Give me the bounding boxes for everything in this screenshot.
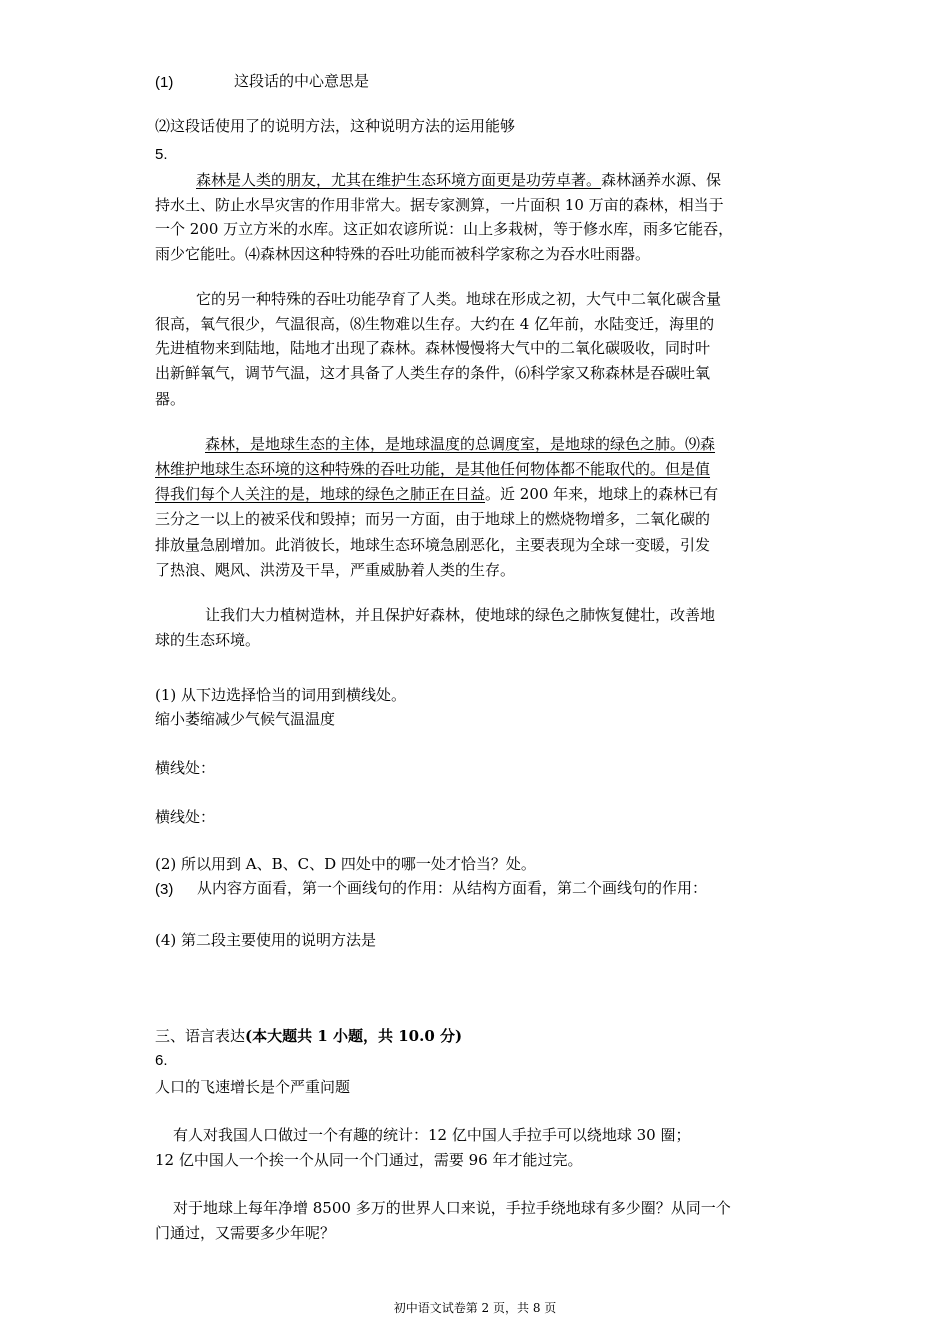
q5-p1-line1-rest: 森林涵养水源、保 <box>601 171 722 189</box>
q5-p3-line3-rest: 。近 200 年来，地球上的森林已有 <box>485 485 719 503</box>
section-3-title: 三、语言表达 <box>155 1027 246 1045</box>
q5-p3-line3 <box>155 487 718 502</box>
q5-subquestion-3-text: 从内容方面看，第一个画线句的作用：从结构方面看，第二个画线句的作用： <box>197 879 708 897</box>
q5-p1-line2: 持水土、防止水旱灾害的作用非常大。据专家测算，一片面积 10 万亩的森林，相当于 <box>155 196 724 214</box>
q5-word-options: 缩小萎缩减少气候气温温度 <box>155 710 336 728</box>
q5-p1-line1 <box>196 173 721 188</box>
q5-p4-line2: 球的生态环境。 <box>155 631 261 649</box>
q5-p2-line4: 出新鲜氧气，调节气温，这才具备了人类生存的条件，⑹科学家又称森林是吞碳吐氧 <box>155 364 711 382</box>
page-footer: 初中语文试卷第 2 页，共 8 页 <box>393 1301 557 1315</box>
q6-p1-line2: 12 亿中国人一个挨一个从同一个门通过，需要 96 年才能过完。 <box>155 1151 583 1169</box>
prev-item2-text: ⑵这段话使用了的说明方法，这种说明方法的运用能够 <box>155 117 516 135</box>
q5-p3-line6: 了热浪、飓风、洪涝及干旱，严重威胁着人类的生存。 <box>155 561 516 579</box>
q5-p2-line2: 很高，氧气很少，气温很高，⑻生物难以生存。大约在 4 亿年前，水陆变迁，海里的 <box>155 315 715 333</box>
section-3-subtitle: (本大题共 1 小题，共 10.0 分) <box>245 1027 463 1045</box>
q6-p2-line2: 门通过，又需要多少年呢？ <box>155 1224 336 1242</box>
q5-p3-line2: 林维护地球生态环境的这种特殊的吞吐功能，是其他任何物体都不能取代的。但是值 <box>155 460 711 478</box>
q6-p1-line1: 有人对我国人口做过一个有趣的统计：12 亿中国人手拉手可以绕地球 30 圈； <box>173 1126 691 1144</box>
q5-p3-line4: 三分之一以上的被采伐和毁掉；而另一方面，由于地球上的燃烧物增多，二氧化碳的 <box>155 510 711 528</box>
q5-p2-line5: 器。 <box>155 390 186 408</box>
q5-subquestion-4: (4) 第二段主要使用的说明方法是 <box>155 931 377 949</box>
section-3-heading <box>155 1029 462 1044</box>
q5-blank-2: 横线处： <box>155 808 216 826</box>
q5-p1-line3: 一个 200 万立方米的水库。这正如农谚所说：山上多栽树，等于修水库，雨多它能吞， <box>155 220 734 238</box>
q5-subquestion-1: (1) 从下边选择恰当的词用到横线处。 <box>155 686 407 704</box>
prev-item1-text: 这段话的中心意思是 <box>234 72 370 90</box>
q5-p1-line4: 雨少它能吐。⑷森林因这种特殊的吞吐功能而被科学家称之为吞水吐雨器。 <box>155 245 651 263</box>
prev-item1-number: (1) <box>155 74 174 91</box>
q5-p3-line5: 排放量急剧增加。此消彼长，地球生态环境急剧恶化，主要表现为全球一变暖，引发 <box>155 536 711 554</box>
q5-blank-1: 横线处： <box>155 759 216 777</box>
q5-p2-line1: 它的另一种特殊的吞吐功能孕育了人类。地球在形成之初，大气中二氧化碳含量 <box>196 290 722 308</box>
q5-p4-line1: 让我们大力植树造林，并且保护好森林，使地球的绿色之肺恢复健壮，改善地 <box>205 606 716 624</box>
q5-subquestion-3-number: (3) <box>155 881 174 898</box>
q5-p2-line3: 先进植物来到陆地，陆地才出现了森林。森林慢慢将大气中的二氧化碳吸收，同时叶 <box>155 339 711 357</box>
question-5-number: 5. <box>155 146 168 163</box>
q5-subquestion-2: (2) 所以用到 A、B、C、D 四处中的哪一处才恰当？处。 <box>155 855 536 873</box>
underlined-sentence-2: 得我们每个人关注的是，地球的绿色之肺正在日益 <box>155 485 486 503</box>
q5-p3-line1: 森林，是地球生态的主体，是地球温度的总调度室，是地球的绿色之肺。⑼森 <box>205 435 716 453</box>
q6-title: 人口的飞速增长是个严重问题 <box>155 1078 351 1096</box>
underlined-sentence-1: 森林是人类的朋友，尤其在维护生态环境方面更是功劳卓著。 <box>196 171 602 189</box>
q6-p2-line1: 对于地球上每年净增 8500 多万的世界人口来说，手拉手绕地球有多少圈？从同一个 <box>173 1199 731 1217</box>
question-6-number: 6. <box>155 1052 168 1069</box>
